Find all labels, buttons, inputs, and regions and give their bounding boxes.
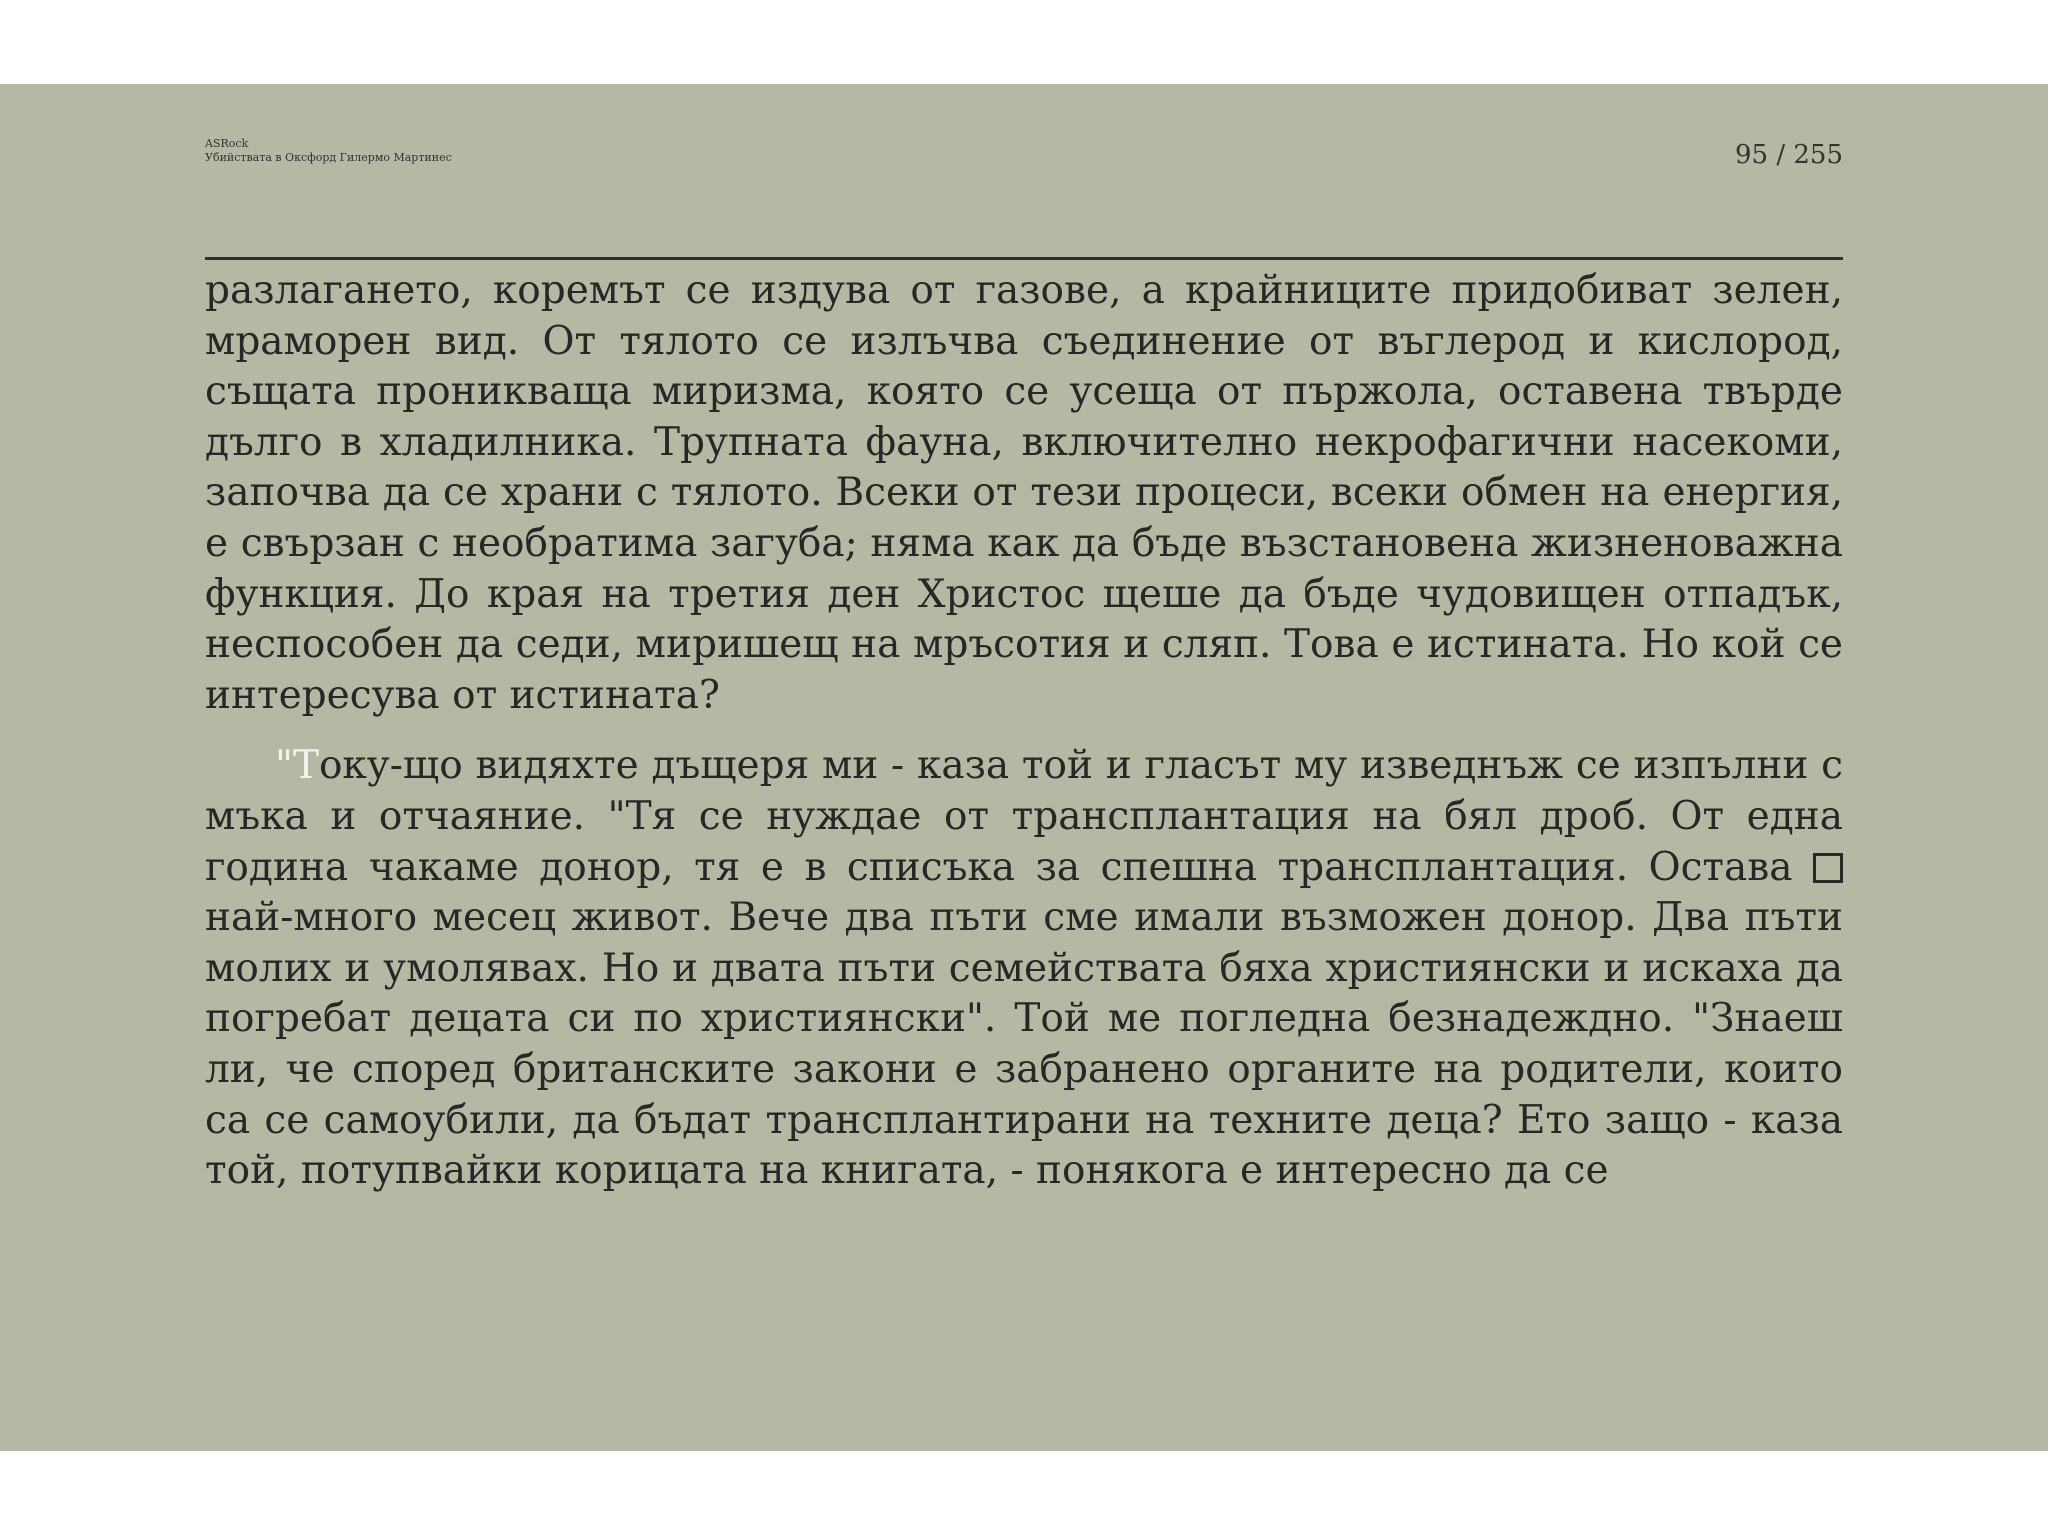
- book-title: Убийствата в Оксфорд Гилермо Мартинес: [205, 151, 452, 164]
- paragraph-2: [205, 741, 1843, 1196]
- page-indicator: [1735, 140, 1843, 170]
- book-text[interactable]: [205, 266, 1843, 1197]
- page-separator: /: [1768, 140, 1794, 170]
- missing-glyph-icon: [1813, 853, 1843, 883]
- header-divider: [205, 257, 1843, 260]
- page-current: 95: [1734, 140, 1769, 170]
- page-header: [205, 137, 1843, 258]
- letterbox-top: [0, 0, 2048, 84]
- paragraph-1: разлагането, коремът се издува от газове, а крайниците придобиват зелен, мраморен вид. От тялото се излъчва съединение от въглерод и кислород, същата проникваща миризма, която се усеща от пържола, оставена твърде дълго в хладилника. Трупната фауна, включително некрофагични насекоми, започва да се храни с тялото. Всеки от тези процеси, всеки обмен на енергия, е свързан с необратима загуба; няма как да бъде възстановена жизненоважна функция. До края на третия ден Христос щеше да бъде чудовищен отпадък, неспособен да седи, миришещ на мръсотия и сляп. Това е истината. Но кой се интересува от истината?: [205, 268, 1843, 718]
- paragraph-2-text-a: оку-що видяхте дъщеря ми - каза той и гласът му изведнъж се изпълни с мъка и отчаяние. "Тя се нуждае от трансплантация на бял дроб. От една година чакаме донор, тя е в списъка за спешна трансплантация. Остава: [205, 743, 1843, 890]
- letterbox-bottom: [0, 1451, 2048, 1536]
- book-info: [205, 137, 452, 165]
- page-total: 255: [1793, 140, 1843, 170]
- paragraph-2-text-b: най-много месец живот. Вече два пъти сме имали възможен донор. Два пъти молих и умолявах. Но и двата пъти семействата бяха християнски и искаха да погребат децата си по християнски". Той ме погледна безнадеждно. "Знаеш ли, че според британските закони е забранено органите на родители, които са се самоубили, да бъдат трансплантирани на техните деца? Ето защо - каза той, потупвайки корицата на книгата, - понякога е интересно да се: [205, 895, 1843, 1194]
- paragraph-initial: "Т: [275, 743, 319, 789]
- author-name: ASRock: [205, 137, 249, 150]
